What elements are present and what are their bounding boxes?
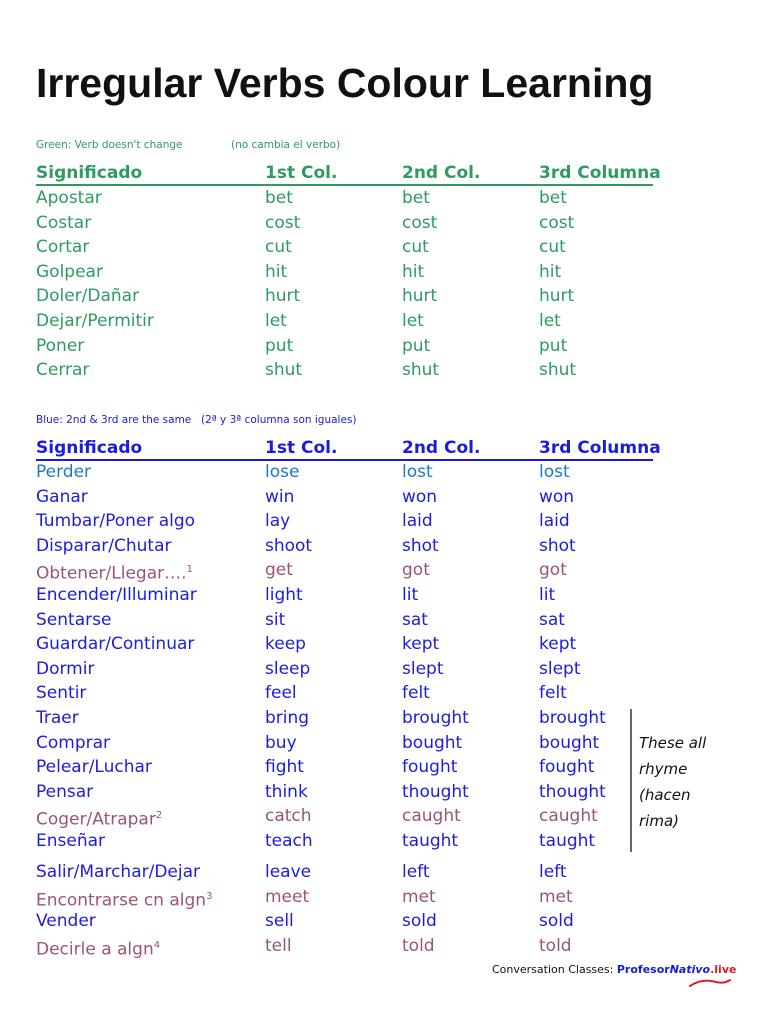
verb-meaning: Dejar/Permitir <box>36 311 154 331</box>
footnote-marker: 3 <box>206 890 213 902</box>
verb-past: bought <box>402 732 463 753</box>
verb-past: lit <box>402 585 419 605</box>
verb-past: taught <box>402 831 459 851</box>
verb-base: lay <box>265 511 291 532</box>
green-section-note: Green: Verb doesn't change <box>36 139 183 151</box>
verb-participle: lost <box>539 462 570 482</box>
verb-participle: left <box>539 862 567 882</box>
verb-meaning: Enseñar <box>36 831 106 851</box>
table-row <box>36 885 656 909</box>
header-3rd-col: 3rd Columna <box>539 438 661 458</box>
verb-participle: kept <box>539 634 577 655</box>
verb-participle: bought <box>539 732 600 753</box>
verb-past: met <box>402 886 436 907</box>
table-row <box>36 558 656 585</box>
verb-past: won <box>402 486 438 507</box>
table-row <box>36 485 656 509</box>
footer-credit <box>492 963 736 976</box>
verb-meaning: Coger/Atrapar$^2$ <box>36 810 163 831</box>
verb-meaning: Traer <box>36 708 79 728</box>
verb-past: slept <box>402 658 444 679</box>
verb-meaning: Disparar/Chutar <box>36 535 172 556</box>
verb-past: felt <box>402 683 430 704</box>
table-row <box>36 284 656 308</box>
verb-meaning: Perder <box>36 462 92 482</box>
footnote-marker: 4 <box>153 939 161 951</box>
footnote-marker: 2 <box>155 810 163 822</box>
rhyme-bracket <box>630 709 632 852</box>
brand-swoosh-icon <box>688 977 732 989</box>
verb-participle: caught <box>539 806 598 827</box>
green-section-note-es: (no cambia el verbo) <box>231 139 341 151</box>
table-row <box>36 235 656 259</box>
verb-participle: brought <box>539 708 606 728</box>
header-2nd-col: 2nd Col. <box>402 163 481 183</box>
blue-section-note-es: (2ª y 3ª columna son iguales) <box>201 414 357 426</box>
verb-past: put <box>402 335 431 356</box>
table-row <box>36 186 656 210</box>
verb-past: sold <box>402 911 437 932</box>
verb-base: keep <box>265 634 306 655</box>
table-row <box>36 583 656 607</box>
verb-past: left <box>402 862 430 882</box>
verb-base: bring <box>265 708 310 728</box>
verb-participle: won <box>539 486 575 507</box>
verb-meaning: Golpear <box>36 261 103 282</box>
header-2nd-col: 2nd Col. <box>402 438 481 458</box>
verb-meaning: Obtener/Llegar….$^1$ <box>36 564 193 585</box>
header-3rd-col: 3rd Columna <box>539 163 661 183</box>
verb-participle: bet <box>539 188 567 208</box>
table-row <box>36 632 656 656</box>
verb-meaning: Dormir <box>36 658 95 679</box>
verb-participle: thought <box>539 781 606 802</box>
verb-base: think <box>265 781 308 802</box>
table-row <box>36 534 656 558</box>
table-row <box>36 829 656 853</box>
verb-meaning: Encontrarse cn algn$^3$ <box>36 890 213 911</box>
green-table-header <box>36 161 661 185</box>
table-row <box>36 860 656 884</box>
table-row <box>36 755 656 779</box>
table-row <box>36 211 656 235</box>
rhyme-note: These all rhyme (hacen rima) <box>639 734 707 830</box>
verb-base: let <box>265 311 287 331</box>
verb-base: tell <box>265 935 292 956</box>
verb-meaning: Cortar <box>36 237 90 258</box>
table-row <box>36 358 656 382</box>
verb-participle: fought <box>539 757 595 778</box>
verb-past: shut <box>402 360 440 381</box>
verb-participle: sold <box>539 911 574 932</box>
header-1st-col: 1st Col. <box>265 438 338 458</box>
verb-base: shut <box>265 360 303 381</box>
verb-past: fought <box>402 757 458 778</box>
header-significado: Significado <box>36 163 143 183</box>
verb-meaning: Cerrar <box>36 360 90 381</box>
table-row <box>36 681 656 705</box>
table-row <box>36 909 656 933</box>
blue-section-note: Blue: 2nd & 3rd are the same <box>36 414 192 426</box>
verb-base: cut <box>265 237 292 258</box>
table-row <box>36 260 656 284</box>
verb-base: shoot <box>265 535 313 556</box>
table-row <box>36 460 656 484</box>
verb-participle: felt <box>539 683 567 704</box>
table-row <box>36 934 656 958</box>
verb-participle: put <box>539 335 568 356</box>
verb-base: feel <box>265 683 297 704</box>
table-row <box>36 706 656 730</box>
verb-base: light <box>265 585 303 605</box>
verb-base: catch <box>265 806 312 827</box>
verb-base: win <box>265 486 295 507</box>
verb-base: hit <box>265 261 288 282</box>
verb-participle: laid <box>539 511 570 532</box>
table-row <box>36 509 656 533</box>
verb-past: bet <box>402 188 430 208</box>
table-row <box>36 804 656 831</box>
verb-participle: hurt <box>539 286 575 307</box>
page-title: Irregular Verbs Colour Learning <box>36 60 654 106</box>
verb-participle: shut <box>539 360 577 381</box>
verb-past: caught <box>402 806 461 827</box>
footer-brand-profesor[interactable]: Profesor <box>616 963 670 976</box>
verb-meaning: Doler/Dañar <box>36 286 140 307</box>
table-row <box>36 309 656 333</box>
verb-meaning: Sentarse <box>36 609 112 630</box>
footer-brand-live[interactable]: .live <box>710 963 737 976</box>
footer-brand-nativo[interactable]: Nativo <box>669 963 711 976</box>
verb-past: thought <box>402 781 469 802</box>
verb-participle: hit <box>539 261 562 282</box>
verb-meaning: Salir/Marchar/Dejar <box>36 862 201 882</box>
verb-past: sat <box>402 609 428 630</box>
verb-participle: shot <box>539 535 576 556</box>
table-row <box>36 608 656 632</box>
verb-participle: slept <box>539 658 581 679</box>
verb-base: lose <box>265 462 300 482</box>
verb-base: fight <box>265 757 304 778</box>
verb-past: got <box>402 560 430 581</box>
verb-base: leave <box>265 862 312 882</box>
verb-meaning: Encender/Illuminar <box>36 585 197 605</box>
verb-meaning: Vender <box>36 911 96 932</box>
verb-past: cost <box>402 212 438 233</box>
verb-past: told <box>402 935 435 956</box>
verb-meaning: Sentir <box>36 683 87 704</box>
verb-participle: cost <box>539 212 575 233</box>
verb-base: sell <box>265 911 294 932</box>
verb-meaning: Pensar <box>36 781 94 802</box>
verb-meaning: Costar <box>36 212 92 233</box>
verb-base: sleep <box>265 658 311 679</box>
verb-meaning: Decirle a algn$^4$ <box>36 939 161 960</box>
footer-label: Conversation Classes: <box>492 963 617 976</box>
verb-base: bet <box>265 188 293 208</box>
verb-meaning: Tumbar/Poner algo <box>36 511 196 532</box>
verb-meaning: Comprar <box>36 732 111 753</box>
verb-meaning: Apostar <box>36 188 102 208</box>
verb-base: teach <box>265 831 313 851</box>
verb-past: lost <box>402 462 433 482</box>
blue-table-header <box>36 436 661 460</box>
verb-past: hurt <box>402 286 438 307</box>
verb-meaning: Ganar <box>36 486 88 507</box>
verb-meaning: Pelear/Luchar <box>36 757 152 778</box>
verb-past: let <box>402 311 424 331</box>
verb-participle: told <box>539 935 572 956</box>
header-significado: Significado <box>36 438 143 458</box>
verb-participle: cut <box>539 237 566 258</box>
verb-base: get <box>265 560 293 581</box>
verb-past: kept <box>402 634 440 655</box>
verb-participle: got <box>539 560 567 581</box>
verb-base: hurt <box>265 286 301 307</box>
table-row <box>36 334 656 358</box>
table-row <box>36 657 656 681</box>
verb-base: put <box>265 335 294 356</box>
verb-past: laid <box>402 511 433 532</box>
verb-past: shot <box>402 535 439 556</box>
verb-participle: met <box>539 886 573 907</box>
verb-past: hit <box>402 261 425 282</box>
verb-base: cost <box>265 212 301 233</box>
table-row <box>36 780 656 804</box>
verb-participle: taught <box>539 831 596 851</box>
verb-participle: sat <box>539 609 565 630</box>
verb-participle: lit <box>539 585 556 605</box>
footnote-marker: 1 <box>186 564 193 576</box>
verb-past: cut <box>402 237 429 258</box>
verb-past: brought <box>402 708 469 728</box>
verb-meaning: Poner <box>36 335 85 356</box>
verb-base: sit <box>265 609 286 630</box>
verb-meaning: Guardar/Continuar <box>36 634 195 655</box>
verb-participle: let <box>539 311 561 331</box>
header-1st-col: 1st Col. <box>265 163 338 183</box>
verb-base: meet <box>265 886 310 907</box>
table-row <box>36 731 656 755</box>
verb-base: buy <box>265 732 297 753</box>
